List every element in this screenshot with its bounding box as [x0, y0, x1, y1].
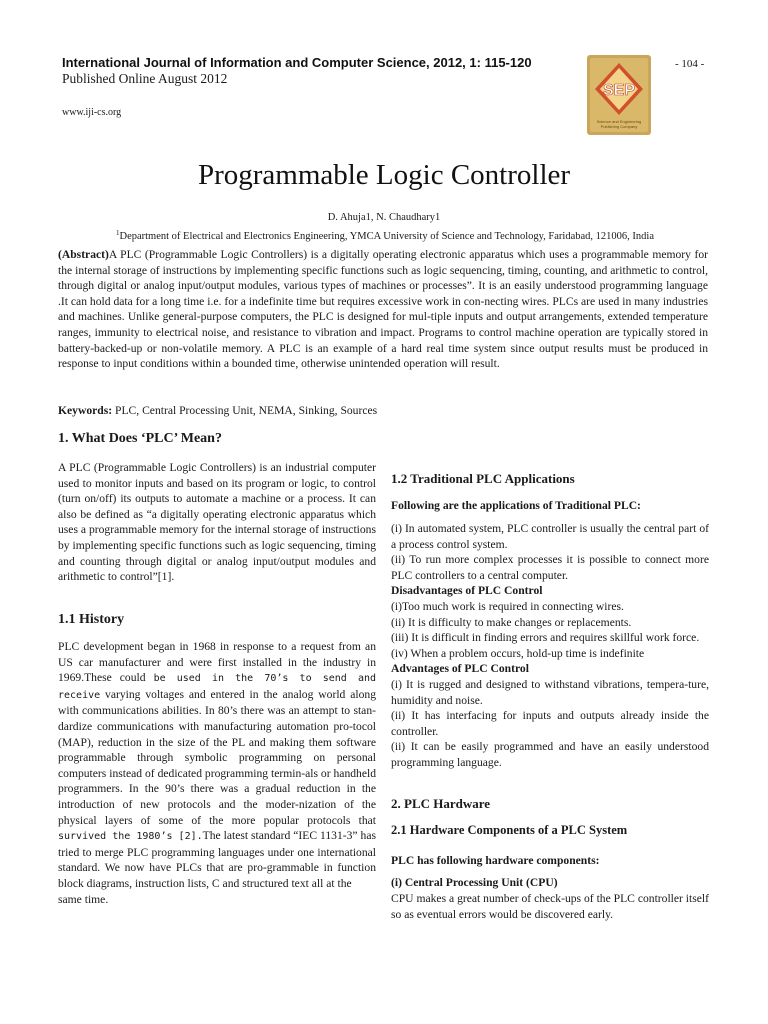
authors: D. Ahuja1, N. Chaudhary1: [327, 212, 441, 223]
disadvantage-item: (ii) It is difficulty to make changes or replacements.: [391, 615, 632, 629]
history-mono-b: survived the 1980’s [2].: [58, 831, 203, 843]
application-item: (i) In automated system, PLC controller is usually the central part of a process control system.: [391, 522, 709, 551]
section-1-text: A PLC (Programmable Logic Controllers) is an industrial computer used to monitor inputs and based on its program or logic, to control (turn on/off) its outputs to automate a machine or a process. It can also be defined as “a digitally operating electronic apparatus which uses a programmable memory for the internal storage of instructions by implementing specific functions such as logic sequencing, timing and counting through digital or analog input/output modules and arithmetic to control”[1].: [58, 461, 376, 584]
applications-intro: Following are the applications of Traditional PLC:: [391, 499, 641, 512]
history-text: [58, 639, 376, 907]
sep-logo-icon: [587, 55, 651, 135]
logo-caption-2: Publishing Company: [600, 124, 638, 129]
affiliation: [60, 229, 710, 242]
publisher-logo: [587, 55, 651, 135]
journal-name: International Journal of Information and Computer Science, 2012, 1: 115-120: [62, 55, 532, 70]
abstract: [58, 247, 708, 372]
hardware-intro: PLC has following hardware components:: [391, 854, 600, 867]
page-number: - 104 -: [675, 58, 705, 70]
paper-title: Programmable Logic Controller: [197, 159, 571, 191]
affiliation-mark: 1: [115, 229, 120, 237]
section-1-2-heading: 1.2 Traditional PLC Applications: [391, 471, 575, 486]
disadvantage-item: (i)Too much work is required in connecting wires.: [391, 599, 624, 613]
journal-website: www.iji-cs.org: [62, 107, 122, 118]
keywords-text: PLC, Central Processing Unit, NEMA, Sinking, Sources: [112, 404, 378, 417]
logo-text: SEP: [602, 82, 636, 99]
disadvantage-item: (iv) When a problem occurs, hold-up time is indefinite: [391, 646, 645, 660]
abstract-label: (Abstract): [58, 248, 109, 261]
abstract-text: A PLC (Programmable Logic Controllers) is a digitally operating electronic apparatus which uses a programmable memory for the internal storage of instructions by implementing specific functions such as logic sequencing, timing, counting, and arithmetic to control, through digital or analog input/output modules, various types of machines or processes”. It is an easily understood programming language .It can hold data for a long time i.e. for a indefinite time but requires excessive work in con-necting wires. PLCs are used in many industries and machines. Unlike general-purpose computers, the PLC is designed for mul-tiple inputs and output arrangements, extended temperature ranges, immunity to electrical noise, and resistance to vibration and impact. Programs to control machine operation are typically stored in battery-backed-up or non-volatile memory. A PLC is an example of a hard real time system since output results must be produced in response to input conditions within a bounded time, otherwise unintended operation will result.: [58, 248, 708, 371]
advantage-item: (ii) It can be easily programmed and have an easily understood programming language.: [391, 740, 709, 769]
history-text-d: same time.: [58, 892, 109, 906]
section-1-heading: 1. What Does ‘PLC’ Mean?: [58, 431, 222, 446]
advantage-item: (ii) It has interfacing for inputs and outputs already inside the controller.: [391, 709, 709, 738]
application-item: (ii) To run more complex processes it is possible to connect more PLC controllers to a central computer.: [391, 553, 709, 582]
cpu-heading: (i) Central Processing Unit (CPU): [391, 876, 558, 889]
advantage-item: (i) It is rugged and designed to withstand vibrations, tempera-ture, humidity and noise.: [391, 677, 709, 707]
section-2-heading: 2. PLC Hardware: [391, 796, 491, 811]
keywords: [58, 404, 708, 417]
disadvantages-heading: Disadvantages of PLC Control: [391, 584, 543, 598]
publication-date: Published Online August 2012: [62, 71, 228, 86]
history-heading: 1.1 History: [58, 612, 125, 627]
section-2-1-heading: 2.1 Hardware Components of a PLC System: [391, 823, 628, 837]
history-text-a: PLC development began in 1968 in response to a request from an US car manufacturer and were first installed in the industry in 1969.These could: [58, 640, 376, 685]
history-text-b: varying voltages and entered in the analog world along with communications abilities. In 80’s there was an attempt to stan-dardize communications with manufacturing automation pro-tocol (MAP), reduction in the size of the PL and making them software programmable through symbolic programming on personal computers instead of dedicated programming termin-als or handheld programmers. In the 90’s there was a gradual reduction in the introduction of new protocols and the moder-nization of the physical layers of some of the more popular protocols that: [58, 687, 376, 827]
applications-list: [391, 521, 709, 771]
disadvantage-item: (iii) It is difficult in finding errors and requires skillful work force.: [391, 631, 700, 645]
history-text-c: The latest standard “IEC 1131-3” has tried to merge PLC programming languages under one international standard. We now have PLCs that are pro-grammable in function block diagrams, instruction lists, C and structured text all at the: [58, 829, 376, 890]
keywords-label: Keywords:: [58, 404, 113, 417]
cpu-text: CPU makes a great number of check-ups of the PLC controller itself so as eventual errors would be discovered early.: [391, 892, 709, 921]
history-mono-a: be used in the 70’s to send and receive: [58, 673, 377, 701]
logo-caption-1: Science and Engineering: [596, 119, 642, 124]
advantages-heading: Advantages of PLC Control: [391, 662, 529, 676]
affiliation-text: Department of Electrical and Electronics Engineering, YMCA University of Science and Technology, Faridabad, 121006, India: [119, 231, 654, 242]
